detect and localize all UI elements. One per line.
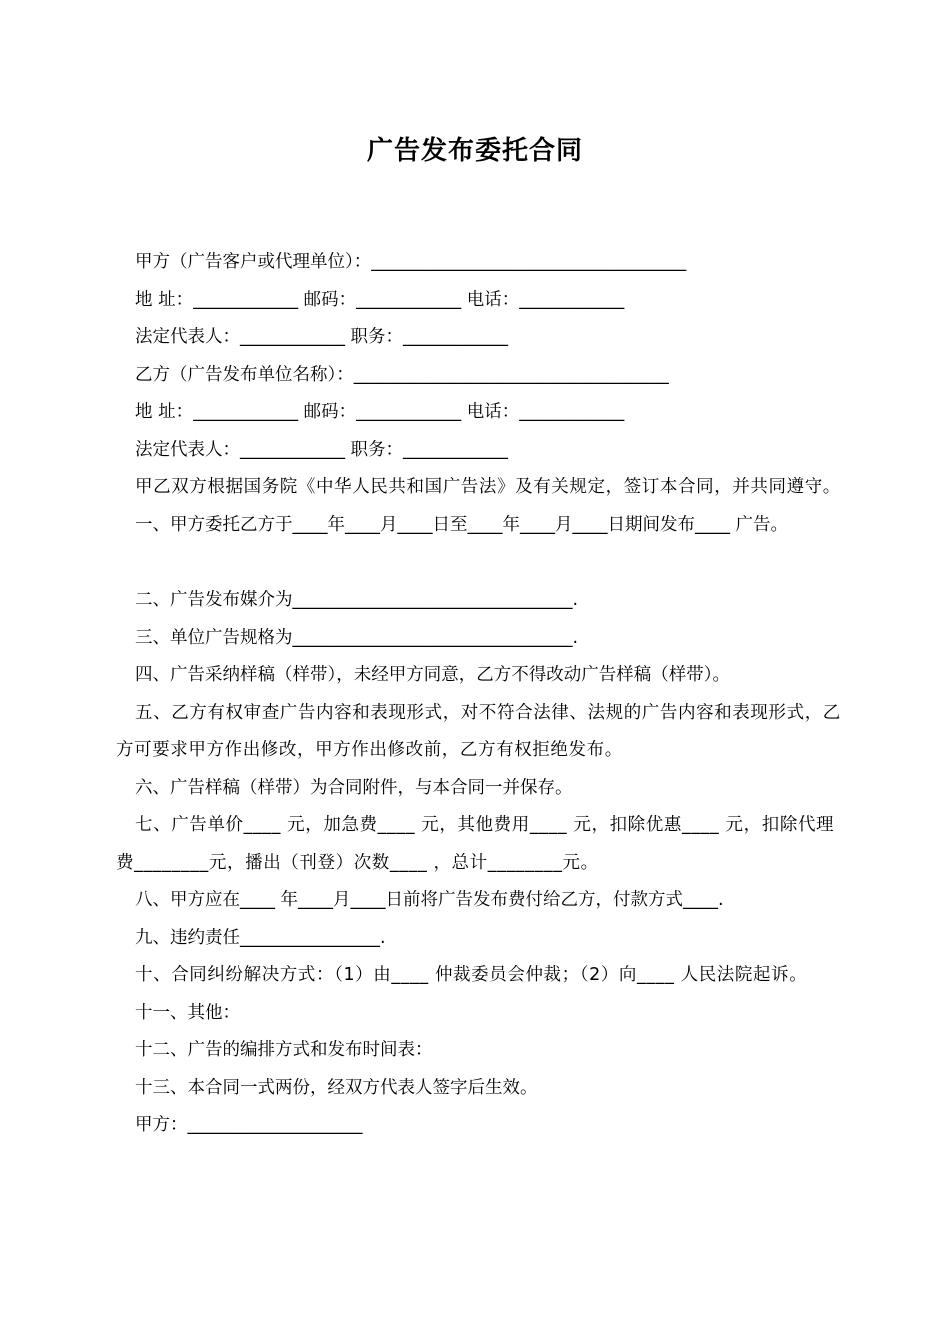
clause-6: 六、广告样稿（样带）为合同附件，与本合同一并保存。 [135, 777, 573, 798]
preamble-paragraph: 甲乙双方根据国务院《中华人民共和国广告法》及有关规定，签订本合同，并共同遵守。 [135, 477, 841, 497]
clause-11: 十一、其他： [135, 1002, 240, 1023]
clause-1: 一、甲方委托乙方于____年____月____日至____年____月____日期间发布____ 广告。 [135, 514, 789, 535]
clause-13: 十三、本合同一式两份，经双方代表人签字后生效。 [135, 1077, 538, 1098]
clause-7: 七、广告单价____ 元，加急费____ 元，其他费用____ 元，扣除优惠____ 元，扣除代理费________元，播出（刊登）次数____ ，总计________元。 [116, 815, 835, 873]
clause-5: 五、乙方有权审查广告内容和表现形式，对不符合法律、法规的广告内容和表现形式，乙方可要求甲方作出修改，甲方作出修改前，乙方有权拒绝发布。 [116, 702, 841, 760]
clause-8: 八、甲方应在____ 年____月____日前将广告发布费付给乙方，付款方式____. [135, 890, 724, 910]
clause-9: 九、违约责任________________. [135, 927, 386, 948]
contract-body [116, 244, 844, 1145]
clause-3: 三、单位广告规格为________________________________. [135, 627, 579, 648]
spacer [116, 544, 844, 582]
party-a-address-line: 地 址：____________ 邮码：____________ 电话：____________ [135, 289, 625, 310]
party-a-line: 甲方（广告客户或代理单位）：____________________________________ [135, 252, 687, 272]
clause-4: 四、广告采纳样稿（样带），未经甲方同意，乙方不得改动广告样稿（样带）。 [135, 665, 730, 685]
clause-10: 十、合同纠纷解决方式：（1）由____ 仲裁委员会仲裁；（2）向____ 人民法院起诉。 [135, 965, 808, 985]
party-b-line: 乙方（广告发布单位名称）：____________________________________ [135, 364, 669, 385]
contract-title: 广告发布委托合同 [366, 136, 583, 166]
party-b-representative-line: 法定代表人：____________ 职务：____________ [135, 439, 509, 460]
party-b-address-line: 地 址：____________ 邮码：____________ 电话：____________ [135, 402, 625, 422]
clause-2: 二、广告发布媒介为________________________________. [135, 590, 579, 610]
clause-12: 十二、广告的编排方式和发布时间表： [135, 1040, 433, 1060]
party-a-signature-line: 甲方：____________________ [135, 1115, 363, 1135]
party-a-representative-line: 法定代表人：____________ 职务：____________ [135, 327, 509, 347]
